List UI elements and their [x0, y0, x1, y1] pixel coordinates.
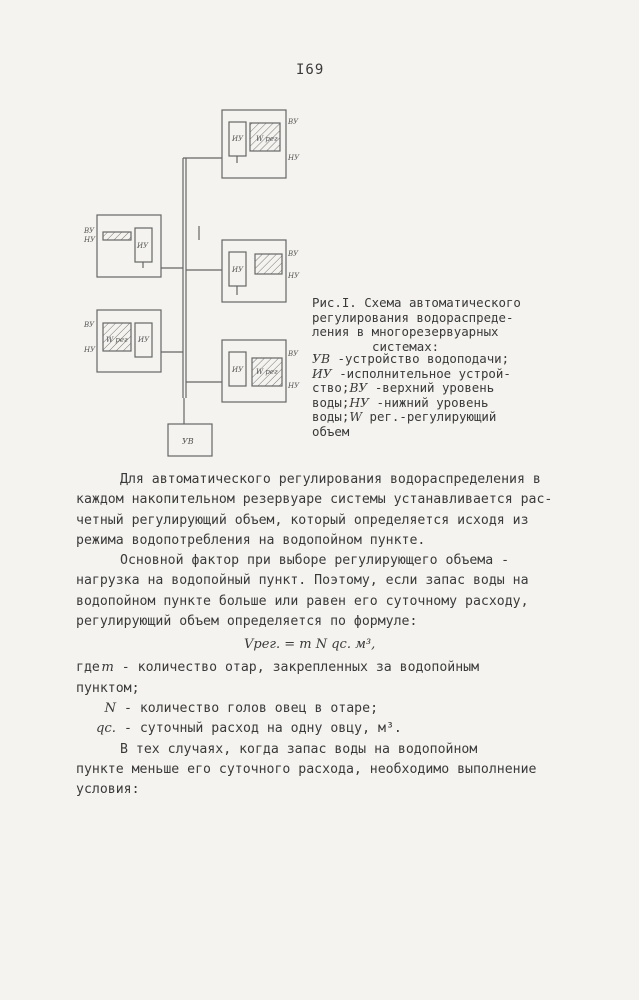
legend-text: ство; [312, 380, 350, 396]
figure-legend [312, 352, 542, 440]
tank1-volume-label: W рег [256, 135, 278, 143]
legend-item [312, 410, 542, 425]
legend-text: -нижний уровень [369, 394, 489, 410]
legend-text: объем [312, 423, 350, 439]
definition-row [76, 699, 576, 719]
paragraph-line: пункте меньше его суточного расхода, необходимо выполнение [76, 761, 537, 777]
caption-line: системах: [372, 338, 440, 354]
definition-text: - количество отар, закрепленных за водопойным [113, 660, 480, 676]
definition-row [76, 719, 576, 739]
tank4-top-level-label: ВУ [288, 250, 299, 258]
tank1-device-label: ИУ [232, 135, 244, 143]
definition-text: - суточный расход на одну овцу, м³. [116, 721, 402, 737]
tank2-bottom-level-label: НУ [84, 236, 96, 244]
caption-line: ления в многорезервуарных [312, 324, 499, 340]
paragraph-line: каждом накопительном резервуаре системы устанавливается рас- [76, 492, 553, 508]
page-number: I69 [296, 62, 325, 78]
tank4-bottom-level-label: НУ [288, 272, 300, 280]
legend-item [312, 352, 542, 367]
tank-upper-left [97, 215, 161, 277]
tank3-top-level-label: ВУ [84, 321, 95, 329]
reg-volume-4 [255, 254, 282, 274]
tank5-top-level-label: ВУ [288, 350, 299, 358]
reg-volume-2 [103, 232, 131, 240]
tank1-bottom-level-label: НУ [288, 154, 300, 162]
paragraph-line: условия: [76, 782, 140, 798]
legend-text: рег.-регулирующий [362, 409, 497, 425]
paragraph-line: нагрузка на водопойный пункт. Поэтому, если запас воды на [76, 573, 529, 589]
tank3-bottom-level-label: НУ [84, 346, 96, 354]
tank4-device-label: ИУ [232, 266, 244, 274]
tank2-device-label: ИУ [137, 242, 149, 250]
tank3-volume-label: W рег [106, 336, 128, 344]
legend-text: -устройство водоподачи; [330, 351, 510, 366]
legend-text: -верхний уровень [367, 380, 495, 396]
caption-line: Рис.I. Схема автоматического [312, 295, 521, 310]
legend-symbol: ИУ [312, 365, 332, 381]
paragraph-line: водопойном пункте больше или равен его суточному расходу, [76, 593, 529, 609]
paragraph-line: четный регулирующий объем, который определяется исходя из [76, 512, 529, 528]
supply-unit-label: УВ [182, 437, 194, 446]
definition-symbol: m [101, 660, 114, 676]
legend-item [312, 381, 542, 396]
tank1-top-level-label: ВУ [288, 118, 299, 126]
body-text [76, 470, 576, 800]
paragraph-line: регулирующий объем определяется по формуле: [76, 614, 418, 630]
paragraph-line: режима водопотребления на водопойном пункте. [76, 532, 426, 548]
definition-row [76, 658, 576, 678]
where-word: где [76, 660, 100, 676]
legend-symbol: ВУ [349, 380, 368, 396]
legend-item [312, 425, 542, 440]
paragraph-line: Основной фактор при выборе регулирующего объема - [120, 553, 510, 569]
legend-text: -исполнительное устрой- [331, 365, 511, 381]
figure-caption [312, 296, 542, 354]
legend-symbol: W [349, 409, 363, 425]
legend-symbol: УВ [312, 351, 331, 366]
paragraph-line: Для автоматического регулирования водораспределения в [120, 472, 541, 487]
legend-symbol: НУ [349, 394, 370, 410]
definition-row: пунктом; [76, 680, 140, 696]
tank5-volume-label: W рег [256, 368, 278, 376]
tank2-top-level-label: ВУ [84, 227, 95, 235]
definition-text: - количество голов овец в отаре; [116, 700, 379, 716]
legend-item [312, 396, 542, 411]
tank5-bottom-level-label: НУ [288, 382, 300, 390]
tank5-device-label: ИУ [232, 366, 244, 374]
legend-item [312, 367, 542, 382]
legend-text: воды; [312, 409, 350, 425]
caption-line: регулирования водораспреде- [312, 309, 514, 325]
tank3-device-label: ИУ [138, 336, 150, 344]
legend-text: воды; [312, 394, 350, 410]
paragraph-line: В тех случаях, когда запас воды на водопойном [120, 741, 478, 757]
formula: Vрег. = m N qс. м³, [244, 637, 376, 653]
definition-symbol: qс. [95, 721, 116, 737]
definition-symbol: N [104, 700, 116, 716]
